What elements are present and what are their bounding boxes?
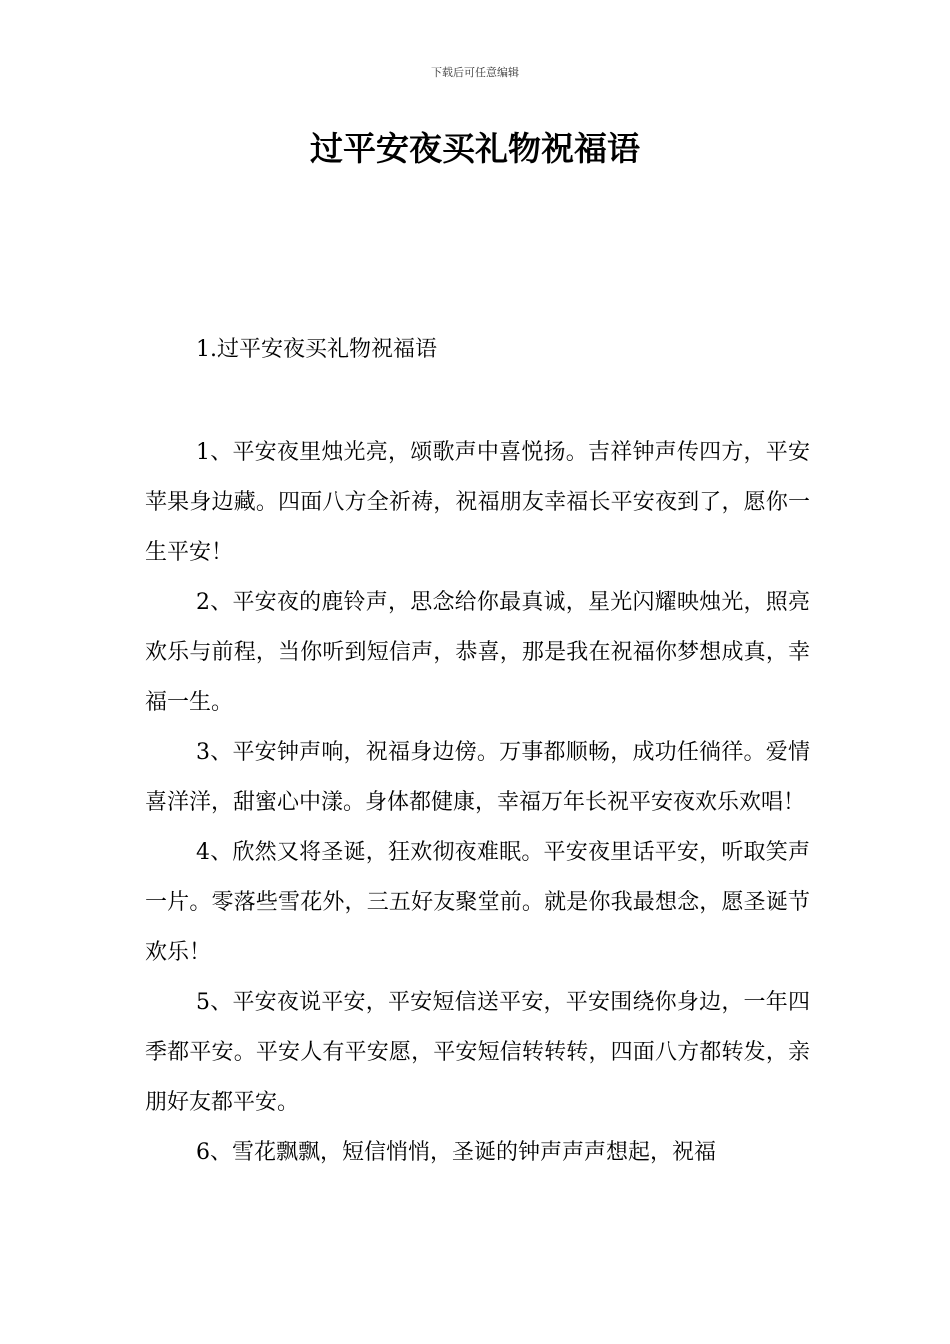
paragraph-5: 5、平安夜说平安，平安短信送平安，平安围绕你身边，一年四季都平安。平安人有平安愿，平安短信转转转，四面八方都转发，亲朋好友都平安。 <box>145 990 810 1115</box>
paragraph-6: 6、雪花飘飘，短信悄悄，圣诞的钟声声声想起，祝福 <box>196 1140 716 1165</box>
header-note: 下载后可任意编辑 <box>431 66 519 79</box>
body-text <box>145 428 810 1178</box>
paragraph-2: 2、平安夜的鹿铃声，思念给你最真诚，星光闪耀映烛光，照亮欢乐与前程，当你听到短信声，恭喜，那是我在祝福你梦想成真，幸福一生。 <box>145 590 810 715</box>
paragraph-3: 3、平安钟声响，祝福身边傍。万事都顺畅，成功任徜徉。爱情喜洋洋，甜蜜心中漾。身体都健康，幸福万年长祝平安夜欢乐欢唱！ <box>145 740 810 815</box>
section-heading: 1.过平安夜买礼物祝福语 <box>196 337 437 362</box>
paragraph-1: 1、平安夜里烛光亮，颂歌声中喜悦扬。吉祥钟声传四方，平安苹果身边藏。四面八方全祈祷，祝福朋友幸福长平安夜到了，愿你一生平安！ <box>145 440 810 565</box>
document-title: 过平安夜买礼物祝福语 <box>310 129 640 168</box>
paragraph-4: 4、欣然又将圣诞，狂欢彻夜难眠。平安夜里话平安，听取笑声一片。零落些雪花外，三五好友聚堂前。就是你我最想念，愿圣诞节欢乐！ <box>145 840 810 965</box>
